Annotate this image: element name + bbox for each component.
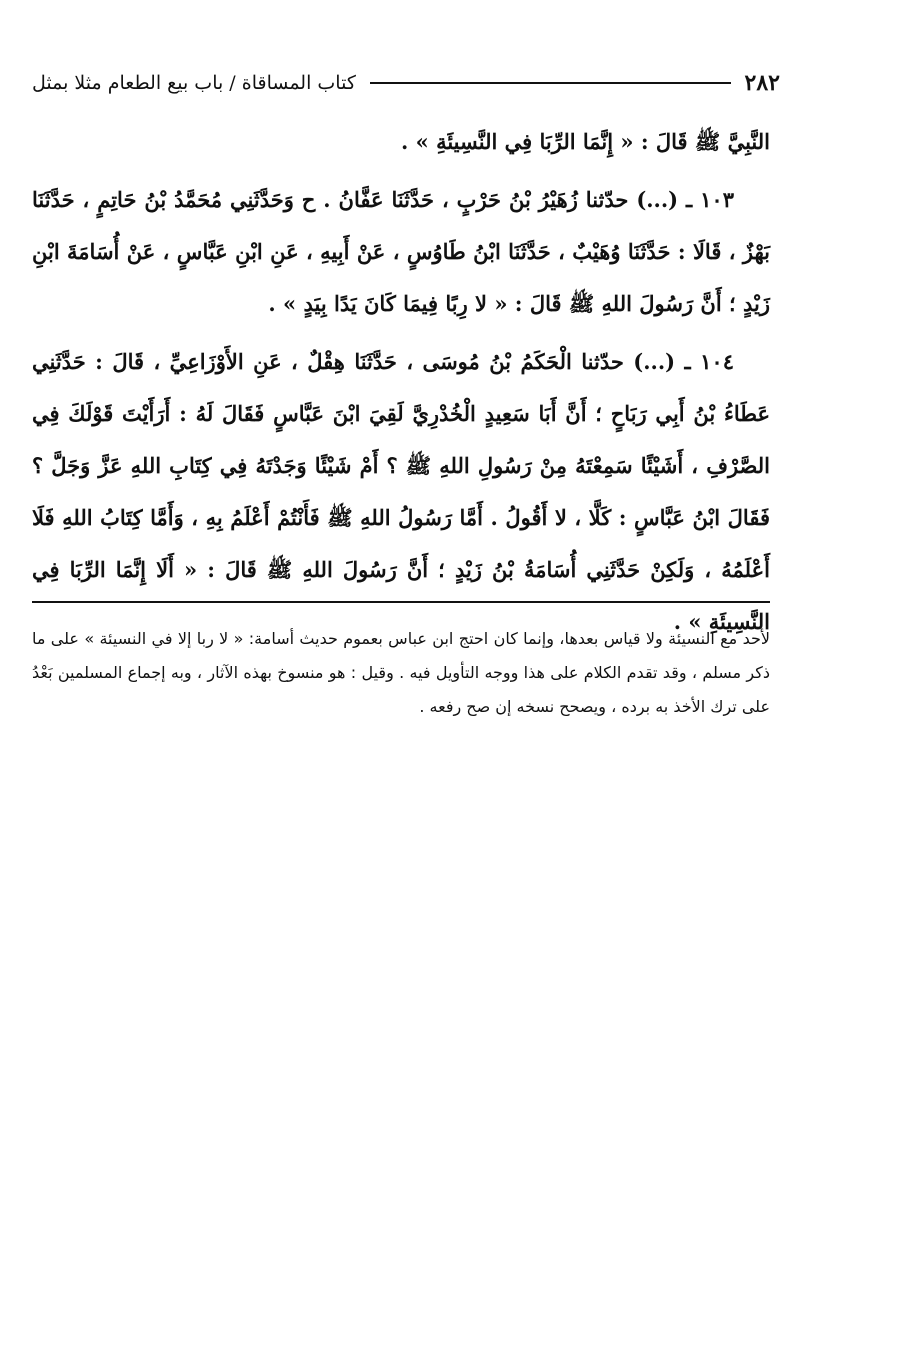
footnote-text: لأحد مع النسيئة ولا قياس بعدها، وإنما كان احتج ابن عباس بعموم حديث أسامة: « لا ربا إلا في النسيئة » على ما ذكر مسلم ، وقد تقدم الكلام على هذا ووجه التأويل فيه . وقيل : هو منسوخ بهذه الآثار ، وبه إجماع المسلمين بَعْدُ على ترك الأخذ به برده ، ويصحح نسخه إن صح رفعه . (32, 629, 770, 716)
paragraph-hadith-103: ١٠٣ ـ (...) حدّثنا زُهَيْرُ بْنُ حَرْبٍ ، حَدَّثَنَا عَفَّانُ . ح وَحَدَّثَنِي مُحَمَّدُ بْنُ حَاتِمٍ ، حَدَّثَنَا بَهْزٌ ، قَالَا : حَدَّثَنَا وُهَيْبٌ ، حَدَّثَنَا ابْنُ طَاوُسٍ ، عَنْ أَبِيهِ ، عَنِ ابْنِ عَبَّاسٍ ، عَنْ أُسَامَةَ ابْنِ زَيْدٍ ؛ أَنَّ رَسُولَ اللهِ ﷺ قَالَ : « لا رِبًا فِيمَا كَانَ يَدًا بِيَدٍ » . (32, 187, 770, 316)
footnote-rule (32, 601, 770, 603)
main-text (32, 116, 770, 648)
paragraph-continuation: النَّبِيَّ ﷺ قَالَ : « إِنَّمَا الرِّبَا فِي النَّسِيئَةِ » . (401, 129, 770, 154)
paragraph-hadith-104: ١٠٤ ـ (...) حدّثنا الْحَكَمُ بْنُ مُوسَى ، حَدَّثَنَا هِقْلٌ ، عَنِ الأَوْزَاعِيِّ ، قَالَ : حَدَّثَنِي عَطَاءُ بْنُ أَبِي رَبَاحٍ ؛ أَنَّ أَبَا سَعِيدٍ الْخُدْرِيَّ لَقِيَ ابْنَ عَبَّاسٍ فَقَالَ لَهُ : أَرَأَيْتَ قَوْلَكَ فِي الصَّرْفِ ، أَشَيْئًا سَمِعْتَهُ مِنْ رَسُولِ اللهِ ﷺ ؟ أَمْ شَيْئًا وَجَدْتَهُ فِي كِتَابِ اللهِ عَزَّ وَجَلَّ ؟ فَقَالَ ابْنُ عَبَّاسٍ : كَلَّا ، لا أَقُولُ . أَمَّا رَسُولُ اللهِ ﷺ فَأَنْتُمْ أَعْلَمُ بِهِ ، وَأَمَّا كِتَابُ اللهِ فَلَا أَعْلَمُهُ ، وَلَكِنْ حَدَّثَنِي أُسَامَةُ بْنُ زَيْدٍ ؛ أَنَّ رَسُولَ اللهِ ﷺ قَالَ : « أَلَا إِنَّمَا الرِّبَا فِي النَّسِيئَةِ » . (32, 349, 770, 634)
page-header (32, 66, 780, 100)
page-number: ٢٨٢ (744, 70, 780, 96)
running-head: كتاب المساقاة / باب بيع الطعام مثلا بمثل (32, 72, 356, 94)
footnotes (32, 622, 770, 724)
header-rule (370, 82, 731, 84)
